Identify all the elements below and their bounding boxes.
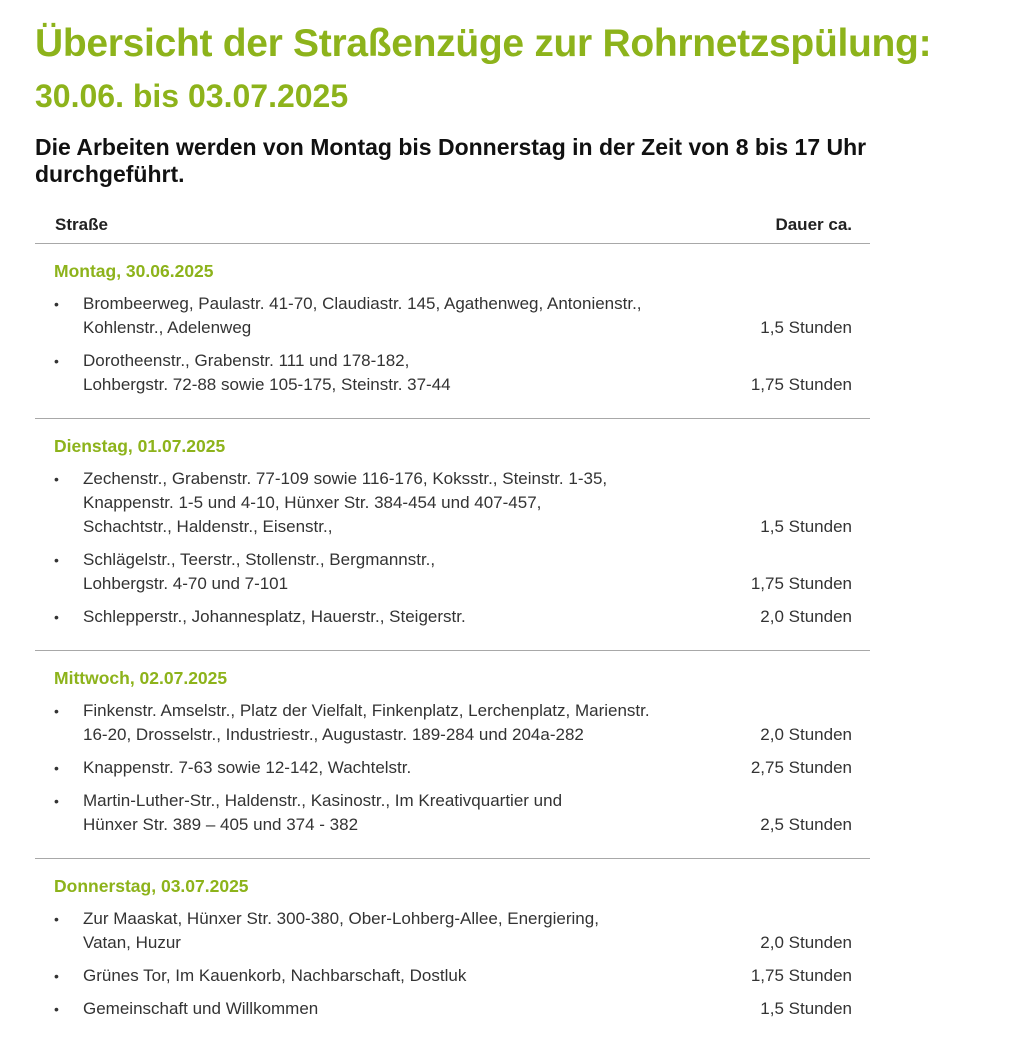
column-header-street: Straße [55,215,108,234]
street-list: Finkenstr. Amselstr., Platz der Vielfalt, Finkenplatz, Lerchenplatz, Marienstr. 16-20, Drosselstr., Industriestr., Augustastr. 189-284 und 204a-282 [83,701,650,744]
bullet-icon: • [54,793,59,809]
list-item [35,349,870,397]
duration-value: 1,75 Stunden [750,966,852,985]
bullet-icon: • [54,760,59,776]
day-section-thursday [35,859,870,1042]
street-list: Grünes Tor, Im Kauenkorb, Nachbarschaft, Dostluk [83,966,467,985]
list-item [35,964,870,988]
street-list: Dorotheenstr., Grabenstr. 111 und 178-182, Lohbergstr. 72-88 sowie 105-175, Steinstr. 37-44 [83,351,451,394]
list-item [35,467,870,539]
street-list: Zechenstr., Grabenstr. 77-109 sowie 116-176, Koksstr., Steinstr. 1-35, Knappenstr. 1-5 und 4-10, Hünxer Str. 384-454 und 407-457, Schachtstr., Haldenstr., Eisenstr., [83,469,608,536]
bullet-icon: • [54,1001,59,1017]
list-item [35,548,870,596]
list-item [35,605,870,629]
duration-value: 2,0 Stunden [760,607,852,626]
table-header [35,208,870,244]
bullet-icon: • [54,609,59,625]
duration-value: 1,5 Stunden [760,999,852,1018]
street-list: Brombeerweg, Paulastr. 41-70, Claudiastr. 145, Agathenweg, Antonienstr., Kohlenstr., Adelenweg [83,294,642,337]
day-title: Mittwoch, 02.07.2025 [54,668,228,688]
duration-value: 1,75 Stunden [750,375,852,394]
list-item [35,292,870,340]
duration-value: 2,0 Stunden [760,725,852,744]
list-item [35,907,870,955]
day-section-wednesday [35,651,870,859]
bullet-icon: • [54,968,59,984]
date-range-subtitle: 30.06. bis 03.07.2025 [35,78,349,114]
day-title: Dienstag, 01.07.2025 [54,436,226,456]
schedule-table [35,208,870,1042]
street-list: Schlägelstr., Teerstr., Stollenstr., Bergmannstr., Lohbergstr. 4-70 und 7-101 [83,550,436,593]
list-item [35,997,870,1021]
duration-value: 2,5 Stunden [760,815,852,834]
duration-value: 1,5 Stunden [760,517,852,536]
day-title: Montag, 30.06.2025 [54,261,214,281]
day-title: Donnerstag, 03.07.2025 [54,876,249,896]
street-list: Zur Maaskat, Hünxer Str. 300-380, Ober-Lohberg-Allee, Energiering, Vatan, Huzur [83,909,599,952]
duration-value: 1,75 Stunden [750,574,852,593]
street-list: Knappenstr. 7-63 sowie 12-142, Wachtelstr. [83,758,412,777]
bullet-icon: • [54,353,59,369]
street-list: Schlepperstr., Johannesplatz, Hauerstr., Steigerstr. [83,607,466,626]
duration-value: 2,75 Stunden [750,758,852,777]
street-list: Gemeinschaft und Willkommen [83,999,319,1018]
page-title: Übersicht der Straßenzüge zur Rohrnetzspülung: [35,22,932,65]
day-section-monday [35,244,870,419]
bullet-icon: • [54,296,59,312]
bullet-icon: • [54,911,59,927]
intro-text: Die Arbeiten werden von Montag bis Donnerstag in der Zeit von 8 bis 17 Uhr durchgeführt. [35,134,867,187]
bullet-icon: • [54,703,59,719]
list-item [35,699,870,747]
duration-value: 1,5 Stunden [760,318,852,337]
street-list: Martin-Luther-Str., Haldenstr., Kasinostr., Im Kreativquartier und Hünxer Str. 389 – 405 und 374 - 382 [83,791,563,834]
bullet-icon: • [54,552,59,568]
bullet-icon: • [54,471,59,487]
column-header-duration: Dauer ca. [775,215,852,234]
list-item [35,789,870,837]
list-item [35,756,870,780]
duration-value: 2,0 Stunden [760,933,852,952]
day-section-tuesday [35,419,870,651]
